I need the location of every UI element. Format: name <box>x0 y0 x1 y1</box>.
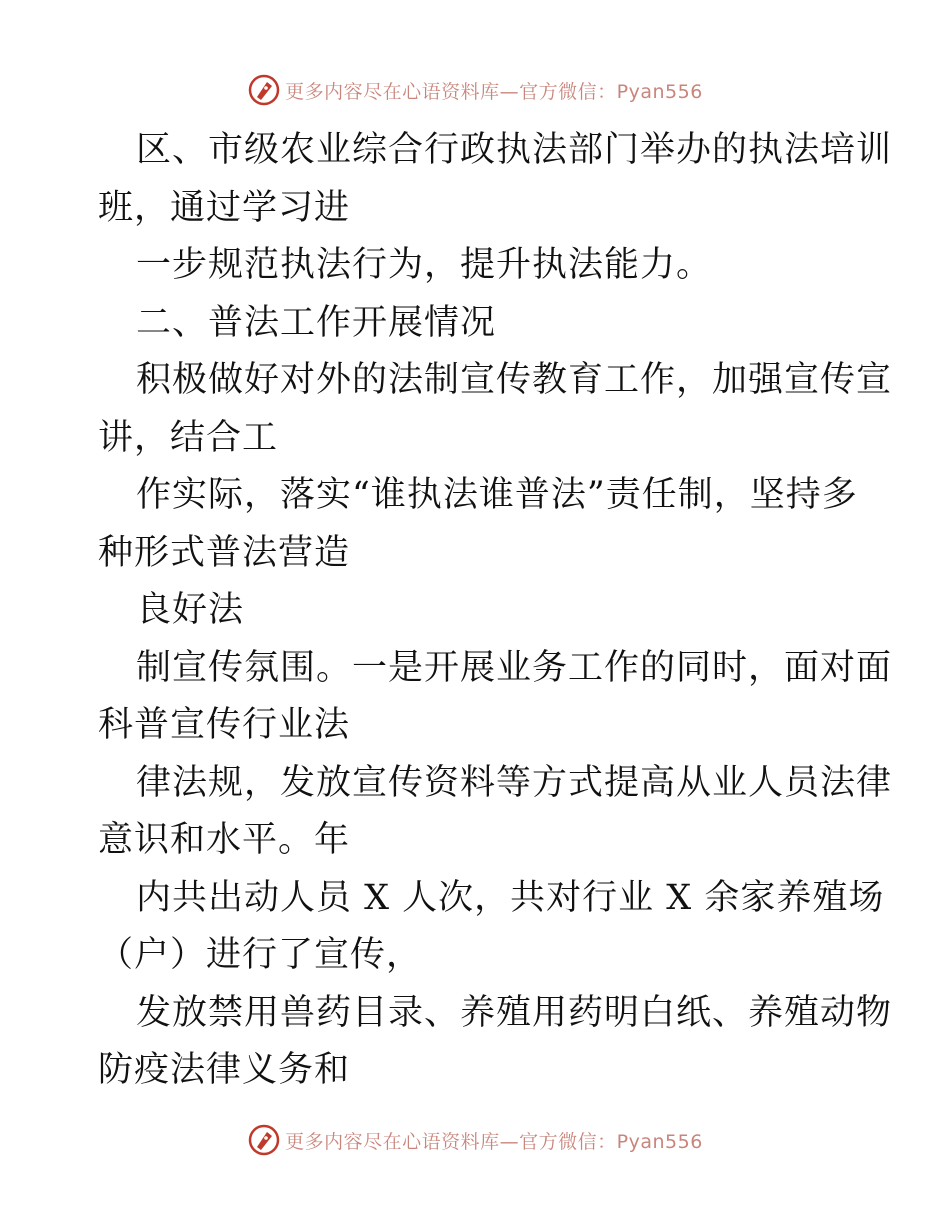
text-line: 防疫法律义务和 <box>98 1050 351 1090</box>
text-line: 种形式普法营造 <box>98 532 351 573</box>
header-banner <box>0 70 950 110</box>
text-line: 讲，结合工 <box>98 417 279 458</box>
text-line: 律法规，发放宣传资料等方式提高从业人员法律 <box>136 762 893 803</box>
footer-banner <box>0 1120 950 1160</box>
text-line: 一步规范执法行为，提升执法能力。 <box>136 245 713 285</box>
text-line: 积极做好对外的法制宣传教育工作，加强宣传宣 <box>136 360 893 400</box>
text-line: 意识和水平。年 <box>98 820 351 860</box>
text-line: 制宣传氛围。一是开展业务工作的同时，面对面 <box>136 647 893 688</box>
text-line: （户）进行了宣传， <box>98 935 423 975</box>
text-line: 二、普法工作开展情况 <box>136 302 497 343</box>
footer-banner-text: 更多内容尽在心语资料库—官方微信：Pyan556 <box>285 1130 703 1153</box>
text-line: 班，通过学习进 <box>98 187 351 228</box>
document-body <box>98 122 893 1100</box>
header-banner-text: 更多内容尽在心语资料库—官方微信：Pyan556 <box>285 80 703 103</box>
text-line: 内共出动人员 X 人次，共对行业 X 余家养殖场 <box>136 877 885 918</box>
pen-nib-logo-icon <box>247 73 281 107</box>
pen-nib-logo-icon <box>247 1123 281 1157</box>
text-line: 区、市级农业综合行政执法部门举办的执法培训 <box>136 130 893 170</box>
text-line: 作实际，落实“谁执法谁普法”责任制，坚持多 <box>136 475 858 515</box>
text-line: 科普宣传行业法 <box>98 705 351 745</box>
text-line: 发放禁用兽药目录、养殖用药明白纸、养殖动物 <box>136 992 893 1033</box>
text-line: 良好法 <box>136 590 245 630</box>
